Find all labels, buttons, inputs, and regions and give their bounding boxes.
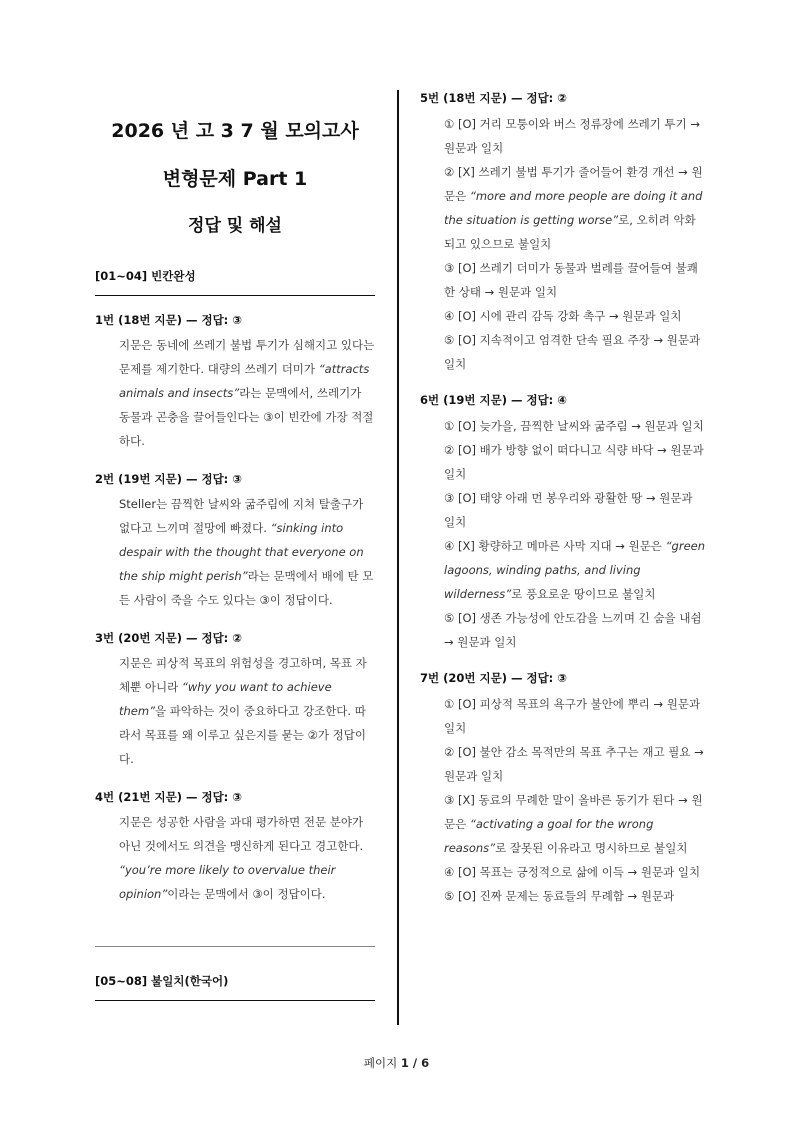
page-subtitle: 변형문제 Part 1 (162, 168, 308, 190)
explanation (119, 492, 375, 612)
question-1 (95, 312, 375, 453)
option-text: 로, 오히려 악화되고 있으므로 불일치 (444, 213, 696, 251)
quoted-text: “more and more people are doing it and the situation is getting worse” (444, 189, 703, 227)
question-heading: 1번 (18번 지문) — 정답: ③ (95, 313, 243, 327)
explanation-text: 지문은 피상적 목표의 위험성을 경고하며, 목표 자체뿐 아니라 (119, 656, 367, 694)
page-title: 2026 년 고 3 7 월 모의고사 (111, 120, 359, 142)
option-item: ⑤ [O] 지속적이고 엄격한 단속 필요 주장 → 원문과 일치 (444, 333, 701, 371)
question-heading: 3번 (20번 지문) — 정답: ② (95, 631, 243, 645)
question-heading: 2번 (19번 지문) — 정답: ③ (95, 472, 243, 486)
option-item (444, 160, 705, 256)
option-text: ④ [X] 황량하고 메마른 사막 지대 → 원문은 (444, 539, 666, 553)
question-3 (95, 630, 375, 771)
option-item (444, 788, 705, 860)
question-5 (420, 90, 705, 376)
question-4 (95, 789, 375, 906)
left-column (95, 90, 375, 1001)
option-item (444, 534, 705, 606)
option-item: ④ [O] 시에 관리 감독 강화 촉구 → 원문과 일치 (444, 309, 682, 323)
right-column (420, 90, 705, 908)
explanation (119, 810, 375, 906)
option-text: 로 풍요로운 땅이므로 불일치 (511, 587, 656, 601)
section-separator (95, 946, 375, 947)
question-heading: 7번 (20번 지문) — 정답: ③ (420, 671, 568, 685)
explanation-text: 지문은 동네에 쓰레기 불법 투기가 심해지고 있다는 문제를 제기한다. 대량의 쓰레기 더미가 (119, 338, 375, 376)
quoted-text: “you’re more likely to overvalue their opinion” (119, 863, 336, 901)
section-header-blank: [01~04] 빈칸완성 (95, 268, 375, 296)
quoted-text: “green lagoons, winding paths, and living wilderness” (444, 539, 706, 601)
question-7 (420, 670, 705, 908)
option-item: ③ [O] 태양 아래 먼 봉우리와 광활한 땅 → 원문과 일치 (444, 491, 693, 529)
quoted-text: “attracts animals and insects” (119, 362, 370, 400)
answer-key-title: 정답 및 해설 (188, 216, 282, 236)
question-heading: 6번 (19번 지문) — 정답: ④ (420, 393, 568, 407)
explanation-text: 이라는 문맥에서 ③이 정답이다. (167, 887, 326, 901)
quoted-text: “sinking into despair with the thought that everyone on the ship might perish” (119, 521, 364, 583)
option-item: ② [O] 불안 감소 목적만의 목표 추구는 재고 필요 → 원문과 일치 (444, 745, 704, 783)
quoted-text: “why you want to achieve them” (119, 680, 332, 718)
explanation-text: 을 파악하는 것이 중요하다고 강조한다. 따라서 목표를 왜 이루고 싶은지를 묻는 ②가 정답이다. (119, 704, 366, 766)
explanation (119, 333, 375, 453)
question-heading: 4번 (21번 지문) — 정답: ③ (95, 790, 243, 804)
option-item: ① [O] 피상적 목표의 욕구가 불안에 뿌리 → 원문과 일치 (444, 697, 701, 735)
explanation-text: 지문은 성공한 사람을 과대 평가하면 전문 분야가 아닌 것에서도 의견을 맹신하게 된다고 경고한다. (119, 815, 364, 853)
column-divider (397, 90, 399, 1025)
question-heading: 5번 (18번 지문) — 정답: ② (420, 91, 568, 105)
option-item: ③ [O] 쓰레기 더미가 동물과 벌레를 끌어들여 불쾌한 상태 → 원문과 일치 (444, 261, 698, 299)
explanation-text: Steller는 끔찍한 날씨와 굶주림에 지쳐 탈출구가 없다고 느끼며 절망에 빠졌다. (119, 497, 364, 535)
page-separator: / (408, 1056, 422, 1070)
option-text: 로 잘못된 이유라고 명시하므로 불일치 (495, 841, 688, 855)
quoted-text: “activating a goal for the wrong reasons” (444, 817, 654, 855)
explanation-text: 라는 문맥에서 배에 탄 모든 사람이 죽을 수도 있다는 ③이 정답이다. (119, 569, 374, 607)
option-item: ① [O] 거리 모퉁이와 버스 정류장에 쓰레기 투기 → 원문과 일치 (444, 117, 701, 155)
option-item: ⑤ [O] 생존 가능성에 안도감을 느끼며 긴 숨을 내쉼 → 원문과 일치 (444, 611, 702, 649)
page-current: 1 (400, 1056, 409, 1070)
section-header-mismatch: [05~08] 불일치(한국어) (95, 973, 375, 1001)
explanation (119, 651, 375, 771)
option-text: ③ [X] 동료의 무례한 말이 올바른 동기가 된다 → 원문은 (444, 793, 703, 831)
option-item: ① [O] 늦가을, 끔찍한 날씨와 굶주림 → 원문과 일치 (444, 419, 704, 433)
question-6 (420, 392, 705, 654)
option-list (420, 414, 705, 654)
option-item: ⑤ [O] 진짜 문제는 동료들의 무례함 → 원문과 (444, 889, 675, 903)
question-2 (95, 471, 375, 612)
page-total: 6 (421, 1056, 430, 1070)
option-list (420, 112, 705, 376)
option-item: ④ [O] 목표는 긍정적으로 삶에 이득 → 원문과 일치 (444, 865, 701, 879)
explanation-text: 라는 문맥에서, 쓰레기가 동물과 곤충을 끌어들인다는 ③이 빈칸에 가장 적절하다. (119, 386, 374, 448)
page-footer (0, 1055, 793, 1071)
option-text: ② [X] 쓰레기 불법 투기가 줄어들어 환경 개선 → 원문은 (444, 165, 703, 203)
page-label: 페이지 (363, 1056, 401, 1070)
option-list (420, 692, 705, 908)
option-item: ② [O] 배가 방향 없이 떠다니고 식량 바닥 → 원문과 일치 (444, 443, 704, 481)
